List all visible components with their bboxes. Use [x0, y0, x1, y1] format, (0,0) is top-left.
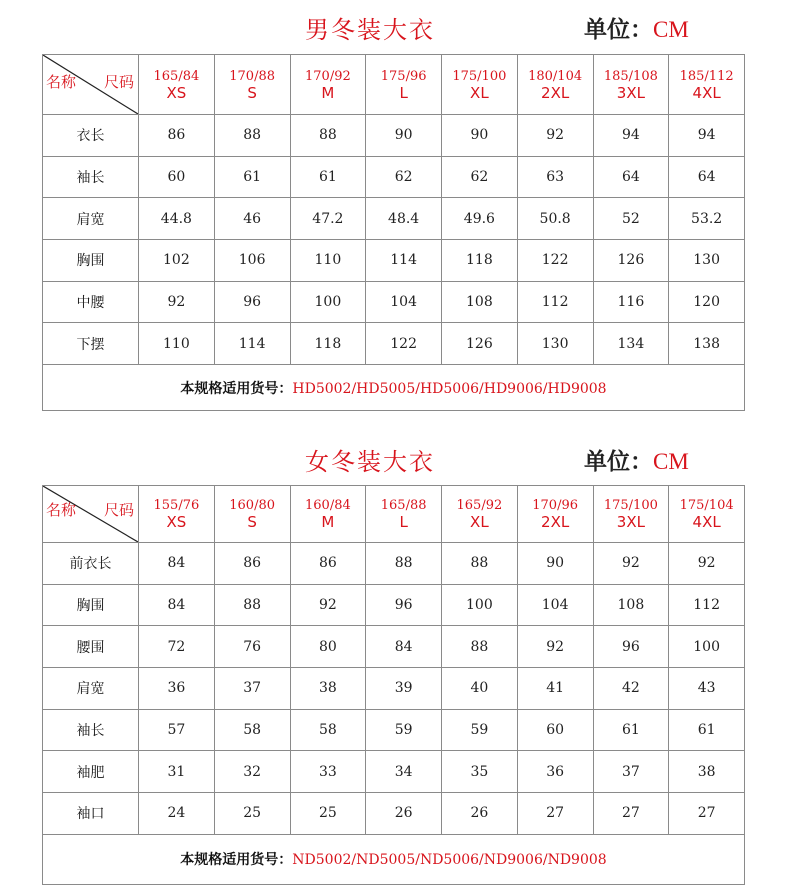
size-label: S	[247, 83, 257, 102]
row-name: 下摆	[43, 323, 139, 365]
cell-value: 86	[214, 543, 290, 585]
women-size-table	[42, 485, 745, 885]
cell-value: 46	[214, 198, 290, 240]
corner-name-label: 名称	[46, 73, 77, 91]
cell-value: 100	[669, 626, 745, 668]
size-label: 4XL	[692, 83, 721, 102]
header-row	[43, 486, 745, 543]
size-header	[139, 486, 215, 543]
corner-size-label: 尺码	[103, 73, 134, 91]
cell-value: 92	[669, 543, 745, 585]
corner-cell	[43, 486, 139, 543]
cell-value: 61	[214, 156, 290, 198]
cell-value: 126	[593, 240, 669, 282]
cell-value: 90	[517, 543, 593, 585]
note-label: 本规格适用货号：	[180, 380, 293, 397]
cell-value: 90	[366, 115, 442, 157]
cell-value: 52	[593, 198, 669, 240]
cell-value: 88	[214, 584, 290, 626]
cell-value: 122	[366, 323, 442, 365]
women-unit-label: 单位：	[584, 449, 653, 475]
cell-value: 62	[442, 156, 518, 198]
cell-value: 118	[442, 240, 518, 282]
note-codes: ND5002/ND5005/ND5006/ND9006/ND9008	[292, 852, 607, 869]
size-label: L	[399, 83, 408, 102]
size-spec: 170/96	[532, 498, 578, 513]
cell-value: 92	[517, 115, 593, 157]
row-name: 肩宽	[43, 198, 139, 240]
cell-value: 59	[442, 709, 518, 751]
size-header	[139, 55, 215, 115]
cell-value: 47.2	[290, 198, 366, 240]
cell-value: 84	[366, 626, 442, 668]
cell-value: 130	[669, 240, 745, 282]
cell-value: 53.2	[669, 198, 745, 240]
cell-value: 92	[593, 543, 669, 585]
size-spec: 170/88	[229, 68, 275, 84]
size-label: M	[321, 83, 335, 102]
cell-value: 38	[669, 751, 745, 793]
row-name: 衣长	[43, 115, 139, 157]
row-name: 中腰	[43, 281, 139, 323]
cell-value: 58	[290, 709, 366, 751]
applicable-codes-note	[43, 365, 745, 411]
table-row	[43, 709, 745, 751]
table-row	[43, 751, 745, 793]
cell-value: 37	[214, 668, 290, 710]
note-row	[43, 834, 745, 884]
size-header	[517, 55, 593, 115]
men-unit-value: CM	[653, 17, 689, 42]
table-row	[43, 156, 745, 198]
size-header	[669, 55, 745, 115]
cell-value: 84	[139, 584, 215, 626]
size-label: 3XL	[616, 513, 645, 531]
table-row	[43, 281, 745, 323]
size-spec: 185/108	[603, 68, 658, 84]
size-label: XL	[470, 513, 489, 531]
cell-value: 72	[139, 626, 215, 668]
size-header	[214, 486, 290, 543]
size-spec: 160/84	[305, 498, 351, 513]
cell-value: 100	[290, 281, 366, 323]
cell-value: 96	[214, 281, 290, 323]
row-name: 胸围	[43, 584, 139, 626]
table-row	[43, 240, 745, 282]
table-row	[43, 668, 745, 710]
size-header	[517, 486, 593, 543]
size-header	[442, 486, 518, 543]
size-header	[366, 486, 442, 543]
cell-value: 96	[366, 584, 442, 626]
cell-value: 42	[593, 668, 669, 710]
size-label: 2XL	[541, 83, 570, 102]
size-spec: 165/88	[380, 498, 427, 513]
cell-value: 118	[290, 323, 366, 365]
size-label: XS	[166, 83, 187, 102]
cell-value: 110	[139, 323, 215, 365]
cell-value: 37	[593, 751, 669, 793]
size-label: L	[399, 513, 408, 531]
size-label: XL	[470, 83, 489, 102]
cell-value: 36	[139, 668, 215, 710]
cell-value: 126	[442, 323, 518, 365]
cell-value: 138	[669, 323, 745, 365]
cell-value: 43	[669, 668, 745, 710]
cell-value: 25	[290, 793, 366, 835]
table-row	[43, 626, 745, 668]
table-row	[43, 543, 745, 585]
cell-value: 60	[517, 709, 593, 751]
cell-value: 88	[442, 626, 518, 668]
cell-value: 63	[517, 156, 593, 198]
men-size-table	[42, 54, 745, 411]
cell-value: 44.8	[139, 198, 215, 240]
note-row	[43, 365, 745, 411]
cell-value: 88	[290, 115, 366, 157]
cell-value: 88	[214, 115, 290, 157]
cell-value: 64	[669, 156, 745, 198]
size-header	[290, 55, 366, 115]
size-label: XS	[166, 513, 187, 531]
cell-value: 31	[139, 751, 215, 793]
men-unit	[584, 11, 689, 44]
cell-value: 84	[139, 543, 215, 585]
cell-value: 35	[442, 751, 518, 793]
cell-value: 50.8	[517, 198, 593, 240]
cell-value: 92	[139, 281, 215, 323]
corner-cell	[43, 55, 139, 115]
women-unit	[584, 443, 689, 476]
size-header	[214, 55, 290, 115]
cell-value: 106	[214, 240, 290, 282]
size-label: 4XL	[692, 513, 721, 531]
row-name: 袖长	[43, 156, 139, 198]
men-title: 男冬装大衣	[305, 16, 435, 44]
corner-size-label: 尺码	[103, 501, 134, 519]
table-row	[43, 584, 745, 626]
cell-value: 92	[517, 626, 593, 668]
cell-value: 41	[517, 668, 593, 710]
note-codes: HD5002/HD5005/HD5006/HD9006/HD9008	[292, 380, 607, 397]
row-name: 肩宽	[43, 668, 139, 710]
cell-value: 64	[593, 156, 669, 198]
women-title: 女冬装大衣	[305, 448, 435, 476]
size-header	[290, 486, 366, 543]
size-header	[366, 55, 442, 115]
cell-value: 27	[593, 793, 669, 835]
cell-value: 36	[517, 751, 593, 793]
applicable-codes-note	[43, 834, 745, 884]
cell-value: 34	[366, 751, 442, 793]
cell-value: 130	[517, 323, 593, 365]
cell-value: 108	[442, 281, 518, 323]
cell-value: 100	[442, 584, 518, 626]
size-spec: 170/92	[305, 68, 351, 84]
cell-value: 92	[290, 584, 366, 626]
cell-value: 24	[139, 793, 215, 835]
women-unit-value: CM	[653, 449, 689, 474]
size-spec: 175/104	[679, 498, 734, 513]
cell-value: 102	[139, 240, 215, 282]
cell-value: 112	[517, 281, 593, 323]
size-label: 3XL	[616, 83, 645, 102]
note-label: 本规格适用货号：	[180, 852, 293, 869]
cell-value: 49.6	[442, 198, 518, 240]
size-spec: 175/100	[452, 68, 507, 84]
cell-value: 57	[139, 709, 215, 751]
size-spec: 175/96	[380, 68, 427, 84]
cell-value: 32	[214, 751, 290, 793]
cell-value: 114	[366, 240, 442, 282]
cell-value: 38	[290, 668, 366, 710]
row-name: 前衣长	[43, 543, 139, 585]
cell-value: 39	[366, 668, 442, 710]
cell-value: 86	[290, 543, 366, 585]
table-row	[43, 793, 745, 835]
cell-value: 108	[593, 584, 669, 626]
cell-value: 59	[366, 709, 442, 751]
size-label: 2XL	[541, 513, 570, 531]
cell-value: 114	[214, 323, 290, 365]
cell-value: 94	[669, 115, 745, 157]
size-spec: 165/92	[456, 498, 503, 513]
cell-value: 48.4	[366, 198, 442, 240]
header-row	[43, 55, 745, 115]
cell-value: 25	[214, 793, 290, 835]
cell-value: 110	[290, 240, 366, 282]
size-spec: 155/76	[153, 498, 200, 513]
row-name: 袖口	[43, 793, 139, 835]
cell-value: 58	[214, 709, 290, 751]
cell-value: 94	[593, 115, 669, 157]
table-row	[43, 198, 745, 240]
cell-value: 104	[517, 584, 593, 626]
size-spec: 175/100	[603, 498, 658, 513]
cell-value: 86	[139, 115, 215, 157]
cell-value: 27	[517, 793, 593, 835]
size-header	[593, 486, 669, 543]
cell-value: 27	[669, 793, 745, 835]
size-spec: 180/104	[528, 68, 583, 84]
row-name: 腰围	[43, 626, 139, 668]
size-spec: 185/112	[679, 68, 734, 84]
cell-value: 122	[517, 240, 593, 282]
cell-value: 90	[442, 115, 518, 157]
cell-value: 116	[593, 281, 669, 323]
cell-value: 88	[442, 543, 518, 585]
men-unit-label: 单位：	[584, 17, 653, 43]
cell-value: 120	[669, 281, 745, 323]
cell-value: 62	[366, 156, 442, 198]
cell-value: 88	[366, 543, 442, 585]
size-spec: 165/84	[153, 68, 200, 84]
cell-value: 26	[366, 793, 442, 835]
corner-name-label: 名称	[46, 501, 77, 519]
cell-value: 61	[290, 156, 366, 198]
cell-value: 104	[366, 281, 442, 323]
size-spec: 160/80	[229, 498, 275, 513]
cell-value: 61	[669, 709, 745, 751]
cell-value: 40	[442, 668, 518, 710]
size-label: S	[247, 513, 257, 531]
table-row	[43, 323, 745, 365]
size-header	[593, 55, 669, 115]
size-header	[669, 486, 745, 543]
row-name: 胸围	[43, 240, 139, 282]
cell-value: 60	[139, 156, 215, 198]
table-row	[43, 115, 745, 157]
cell-value: 61	[593, 709, 669, 751]
cell-value: 96	[593, 626, 669, 668]
size-header	[442, 55, 518, 115]
cell-value: 80	[290, 626, 366, 668]
cell-value: 134	[593, 323, 669, 365]
cell-value: 33	[290, 751, 366, 793]
cell-value: 26	[442, 793, 518, 835]
row-name: 袖长	[43, 709, 139, 751]
size-label: M	[321, 513, 335, 531]
row-name: 袖肥	[43, 751, 139, 793]
cell-value: 112	[669, 584, 745, 626]
cell-value: 76	[214, 626, 290, 668]
